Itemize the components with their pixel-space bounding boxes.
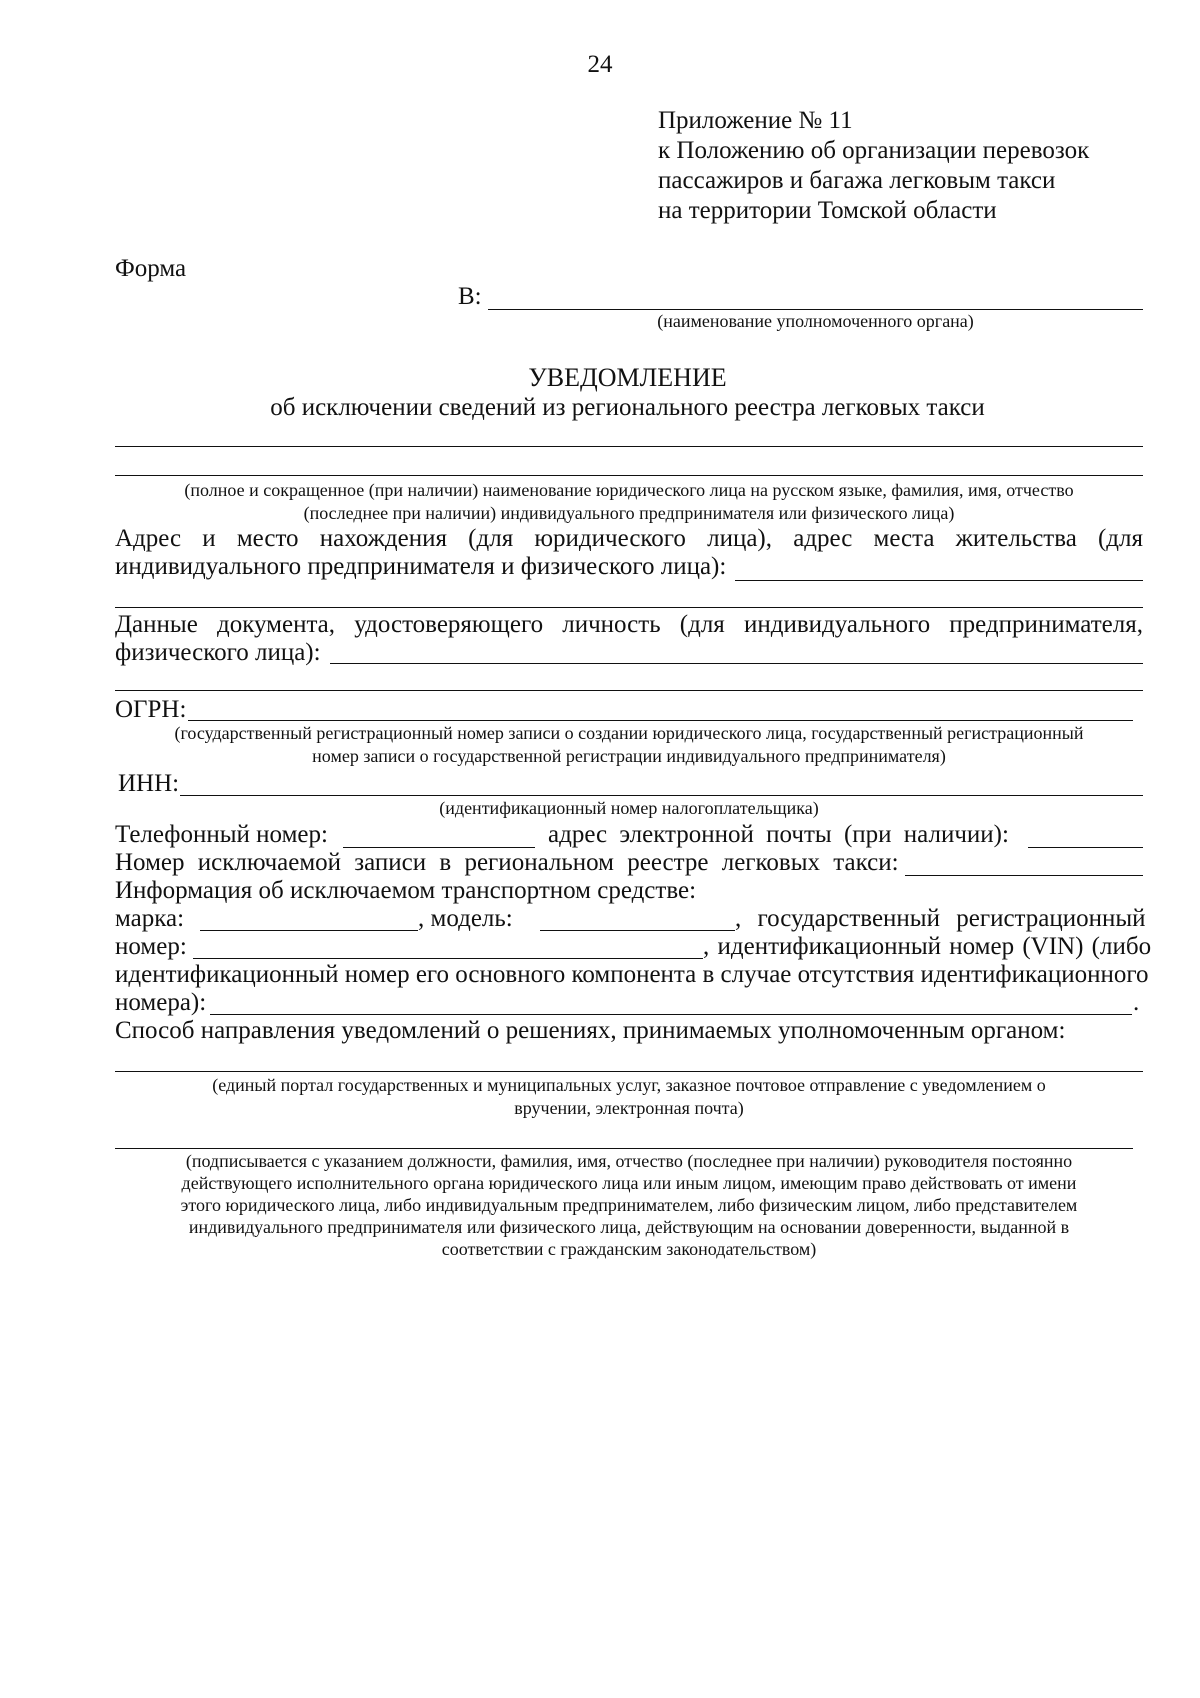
page-number: 24: [587, 51, 613, 78]
record-label: Номер исключаемой записи в региональном реестре легковых такси:: [115, 849, 899, 876]
signature-caption-line: (подписывается с указанием должности, фамилия, имя, отчество (последнее при наличии) руководителя постоянно: [185, 1151, 1073, 1171]
name-caption: (полное и сокращенное (при наличии) наименование юридического лица на русском языке, фамилия, имя, отчество: [184, 480, 1074, 500]
address-field[interactable]: [735, 580, 1143, 581]
signature-caption-line: соответствии с гражданским законодательством): [441, 1239, 817, 1259]
address-label: Адрес и место нахождения (для юридического лица), адрес места жительства (для: [115, 525, 1143, 552]
method-caption: вручении, электронная почта): [514, 1098, 744, 1118]
to-label: В:: [458, 283, 482, 310]
form-label: Форма: [115, 255, 187, 282]
ogrn-caption: номер записи о государственной регистрации индивидуального предпринимателя): [312, 746, 946, 766]
name-field-line-2[interactable]: [115, 475, 1143, 476]
appendix-line: Приложение № 11: [658, 107, 853, 134]
email-field[interactable]: [1028, 847, 1143, 848]
signature-caption: [115, 1150, 1143, 1260]
vehicle-info-label: Информация об исключаемом транспортном средстве:: [115, 877, 697, 904]
appendix-block: [658, 106, 1178, 226]
signature-field[interactable]: [115, 1148, 1133, 1149]
inn-label: ИНН:: [118, 770, 180, 797]
appendix-line: на территории Томской области: [658, 197, 997, 224]
vin-field-label: номера):: [115, 989, 207, 1016]
vin-period: .: [1133, 989, 1140, 1016]
record-number-field[interactable]: [905, 875, 1143, 876]
document-subtitle: об исключении сведений из регионального реестра легковых такси: [270, 394, 985, 421]
ogrn-field[interactable]: [188, 720, 1133, 721]
document-title: УВЕДОМЛЕНИЕ: [528, 363, 727, 392]
inn-caption: (идентификационный номер налогоплательщика): [439, 798, 819, 818]
model-field[interactable]: [540, 930, 735, 931]
method-caption: (единый портал государственных и муниципальных услуг, заказное почтовое отправление с уведомлением о: [212, 1075, 1046, 1095]
to-caption: (наименование уполномоченного органа): [657, 311, 974, 331]
model-label: , модель:: [418, 905, 513, 932]
name-field-line-1[interactable]: [115, 446, 1143, 447]
vin-label: , идентификационный номер (VIN) (либо: [703, 933, 1152, 960]
vin-field[interactable]: [210, 1014, 1132, 1015]
appendix-line: пассажиров и багажа легковым такси: [658, 167, 1056, 194]
brand-field[interactable]: [200, 930, 418, 931]
id-doc-field[interactable]: [330, 663, 1143, 664]
signature-caption-line: индивидуального предпринимателя или физического лица, действующим на основании доверенности, выданной в: [188, 1217, 1070, 1237]
regnum-label: , государственный регистрационный: [735, 905, 1146, 932]
inn-field[interactable]: [180, 795, 1143, 796]
appendix-line: к Положению об организации перевозок: [658, 137, 1090, 164]
address-label-cont: индивидуального предпринимателя и физического лица):: [115, 553, 727, 580]
id-doc-label-cont: физического лица):: [115, 639, 321, 666]
signature-caption-line: этого юридического лица, либо индивидуальным предпринимателем, либо физическим лицом, либо представителем: [180, 1195, 1078, 1215]
id-doc-label: Данные документа, удостоверяющего личность (для индивидуального предпринимателя,: [115, 611, 1143, 638]
brand-label: марка:: [115, 905, 185, 932]
signature-caption-line: действующего исполнительного органа юридического лица или иным лицом, имеющим право действовать от имени: [181, 1173, 1077, 1193]
ogrn-label: ОГРН:: [115, 696, 187, 723]
method-field[interactable]: [115, 1071, 1143, 1072]
email-label: адрес электронной почты (при наличии):: [548, 821, 1009, 848]
vin-label-cont: идентификационный номер его основного компонента в случае отсутствия идентификационного: [115, 961, 1149, 988]
regnum-field[interactable]: [193, 958, 703, 959]
number-label: номер:: [115, 933, 187, 960]
id-doc-field-line-2[interactable]: [115, 690, 1143, 691]
ogrn-caption: (государственный регистрационный номер записи о создании юридического лица, государственный регистрационный: [174, 723, 1084, 743]
address-field-line-2[interactable]: [115, 607, 1143, 608]
phone-label: Телефонный номер:: [115, 821, 328, 848]
name-caption: (последнее при наличии) индивидуального предпринимателя или физического лица): [303, 503, 955, 523]
method-label: Способ направления уведомлений о решениях, принимаемых уполномоченным органом:: [115, 1017, 1066, 1044]
